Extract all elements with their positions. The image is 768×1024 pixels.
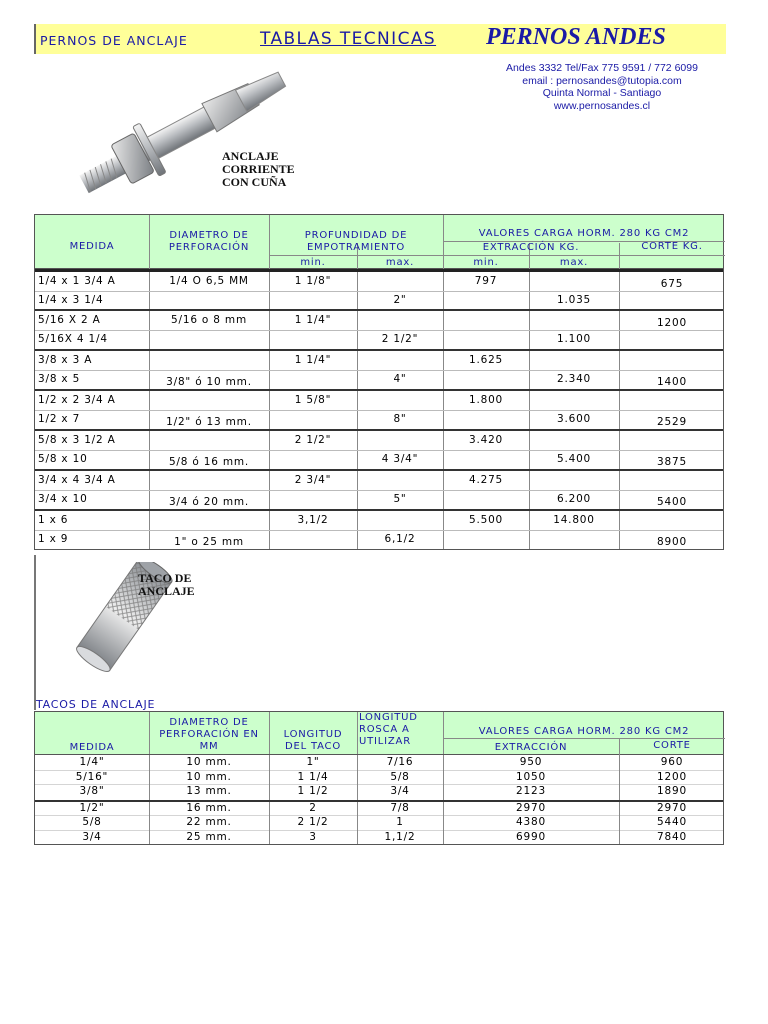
contact-address: Andes 3332 Tel/Fax 775 9591 / 772 6099 [506,62,698,74]
cell-ext-min: 3.420 [468,434,504,446]
table-row [35,802,723,816]
cell-medida: 1/4" [79,756,105,768]
cell-corte: 960 [660,756,684,768]
table-body [34,269,724,550]
row-divider [35,370,723,371]
cell-corte: 675 [660,278,684,290]
header-profundidad-line: EMPOTRAMIENTO [306,242,406,253]
cell-diametro: 3/8" ó 10 mm. [166,376,252,388]
cell-corte: 5400 [657,496,687,508]
cell-rosca: 7/16 [386,756,414,768]
header-corte: CORTE KG. [641,241,703,252]
page-title: TABLAS TECNICAS [260,29,437,49]
table-row-group [35,509,723,549]
header-band [34,24,726,54]
cell-corte: 1400 [657,376,687,388]
table2-title: TACOS DE ANCLAJE [36,698,156,711]
brand-name: PERNOS ANDES [486,24,666,50]
table-row-group [35,349,723,389]
cell-ext-max: 14.800 [553,514,595,526]
cell-prof-max: 4 3/4" [381,453,419,465]
row-divider [35,490,723,491]
row-divider [35,530,723,531]
cell-ext-min: 4.275 [468,474,504,486]
cell-rosca: 1 [396,816,404,828]
cell-medida: 1/2" [79,801,105,814]
t2-header-rosca-line: LONGITUD [359,712,418,723]
table-row-group [35,269,723,309]
cell-medida: 1/2 x 2 3/4 A [38,394,116,406]
cell-longitud: 3 [309,830,317,843]
cell-extraccion: 950 [519,756,543,768]
header-diametro [149,230,269,254]
cell-ext-max: 1.035 [556,294,592,306]
header-emax: max. [559,257,589,268]
cell-prof-min: 1 1/8" [294,275,332,287]
table-row-group [35,309,723,349]
cell-prof-min: 3,1/2 [297,514,329,526]
t2-header-corte: CORTE [653,740,691,751]
table-row-group [35,469,723,509]
cell-corte: 2529 [657,416,687,428]
cell-extraccion: 1050 [516,770,546,783]
table-row-group [35,429,723,469]
table-header [34,214,724,269]
cell-ext-min: 797 [474,275,498,287]
t2-header-valores: VALORES CARGA HORM. 280 KG CM2 [478,726,690,737]
cell-diametro: 1/4 O 6,5 MM [169,275,249,287]
table-row [35,785,723,799]
cell-ext-max: 6.200 [556,493,592,505]
divider [34,555,36,710]
cell-extraccion: 4380 [516,816,546,828]
cell-corte: 2970 [657,801,687,814]
header-profundidad [269,230,443,254]
t2-header-rosca-line: UTILIZAR [359,736,411,747]
cell-corte: 5440 [657,816,687,828]
cell-corte: 7840 [657,830,687,843]
row-divider [35,330,723,331]
t2-header-diametro-line: PERFORACIÓN EN [159,729,259,740]
cell-ext-min: 1.800 [468,394,504,406]
table-row [35,816,723,830]
cell-medida: 1 x 9 [38,533,69,545]
header-medida: MEDIDA [69,241,115,252]
header-extraccion: EXTRACCIÓN KG. [482,242,580,253]
table2-body [34,755,724,845]
cell-prof-max: 5" [393,493,407,505]
contact-email: email : pernosandes@tutopia.com [522,74,682,87]
table-row-group [35,389,723,429]
cell-rosca: 5/8 [390,770,410,783]
cell-diametro: 10 mm. [186,756,232,768]
cell-medida: 3/4 x 10 [38,493,88,505]
cell-diametro: 5/8 ó 16 mm. [168,456,250,468]
cell-medida: 1 x 6 [38,514,69,526]
cell-diametro: 25 mm. [186,830,232,843]
cell-ext-max: 3.600 [556,413,592,425]
anchor-caption-line: ANCLAJE [222,149,279,163]
cell-ext-max: 5.400 [556,453,592,465]
cell-prof-min: 2 1/2" [294,434,332,446]
row-divider [35,291,723,292]
contact-block [486,62,718,116]
cell-prof-max: 2" [393,294,407,306]
cell-longitud: 1" [306,756,320,768]
cell-prof-max: 8" [393,413,407,425]
header-pmax: max. [385,257,415,268]
cell-prof-min: 2 3/4" [294,474,332,486]
cell-ext-max: 2.340 [556,373,592,385]
cell-medida: 5/16" [75,770,109,783]
t2-header-diametro [149,717,269,753]
cell-longitud: 1 1/4 [297,770,329,783]
cell-medida: 3/4 [82,830,102,843]
cell-medida: 1/4 x 3 1/4 [38,294,104,306]
anchor-bolt-table [34,214,724,550]
table-row [35,756,723,770]
cell-ext-min: 1.625 [468,354,504,366]
cell-diametro: 1/2" ó 13 mm. [166,416,252,428]
cell-diametro: 13 mm. [186,785,232,797]
anchor-caption-line: CORRIENTE [222,162,295,176]
cell-corte: 1890 [657,785,687,797]
cell-rosca: 3/4 [390,785,410,797]
contact-city: Quinta Normal - Santiago [542,87,662,99]
cell-prof-min: 1 1/4" [294,354,332,366]
cell-extraccion: 2123 [516,785,546,797]
header-diametro-line: PERFORACIÓN [168,242,250,253]
cell-medida: 5/8 [82,816,102,828]
header-emin: min. [473,257,499,268]
cell-longitud: 1 1/2 [297,785,329,797]
t2-header-diametro-line: MM [199,741,219,752]
row-divider [35,450,723,451]
cell-corte: 8900 [657,536,687,548]
cell-diametro: 5/16 o 8 mm [171,314,247,326]
taco-caption-line: TACO DE [138,571,192,585]
t2-header-longitud-line: LONGITUD [283,729,343,740]
cell-ext-min: 5.500 [468,514,504,526]
section-title: PERNOS DE ANCLAJE [40,33,188,48]
t2-header-longitud-line: DEL TACO [284,741,342,752]
table-row [35,831,723,845]
t2-header-longitud [269,729,357,753]
cell-prof-max: 4" [393,373,407,385]
cell-medida: 1/2 x 7 [38,413,81,425]
t2-header-medida: MEDIDA [69,742,115,753]
cell-corte: 1200 [657,317,687,329]
t2-header-diametro-line: DIAMETRO DE [169,717,249,728]
cell-extraccion: 2970 [516,801,546,814]
header-diametro-line: DIAMETRO DE [169,230,249,241]
cell-medida: 5/8 x 10 [38,453,88,465]
anchor-caption-line: CON CUÑA [222,175,287,189]
header-profundidad-line: PROFUNDIDAD DE [304,230,408,241]
cell-prof-min: 1 1/4" [294,314,332,326]
cell-diametro: 1" o 25 mm [174,536,244,548]
cell-prof-min: 1 5/8" [294,394,332,406]
cell-medida: 3/4 x 4 3/4 A [38,474,116,486]
taco-caption [138,572,195,598]
table-row [35,771,723,785]
cell-ext-max: 1.100 [556,333,592,345]
cell-extraccion: 6990 [516,830,546,843]
cell-medida: 5/8 x 3 1/2 A [38,434,116,446]
row-divider [35,410,723,411]
header-pmin: min. [300,257,326,268]
cell-rosca: 7/8 [390,801,410,814]
table2-header [34,711,724,755]
t2-header-extraccion: EXTRACCIÓN [494,742,568,753]
cell-rosca: 1,1/2 [384,830,416,843]
cell-medida: 5/16 X 2 A [38,314,101,326]
cell-medida: 1/4 x 1 3/4 A [38,275,116,287]
cell-longitud: 2 [309,801,317,814]
cell-corte: 3875 [657,456,687,468]
taco-table [34,711,724,845]
cell-medida: 3/8 x 5 [38,373,81,385]
cell-medida: 3/8" [79,785,105,797]
cell-diametro: 22 mm. [186,816,232,828]
cell-prof-max: 2 1/2" [381,333,419,345]
cell-medida: 5/16X 4 1/4 [38,333,108,345]
cell-prof-max: 6,1/2 [384,533,416,545]
t2-header-rosca-line: ROSCA A [359,724,410,735]
cell-medida: 3/8 x 3 A [38,354,93,366]
cell-diametro: 3/4 ó 20 mm. [168,496,250,508]
cell-longitud: 2 1/2 [297,816,329,828]
t2-header-rosca [357,712,445,748]
cell-corte: 1200 [657,770,687,783]
cell-diametro: 16 mm. [186,801,232,814]
header-valores: VALORES CARGA HORM. 280 KG CM2 [478,228,690,239]
anchor-caption [222,150,295,189]
cell-diametro: 10 mm. [186,770,232,783]
contact-website: www.pernosandes.cl [553,99,651,112]
taco-caption-line: ANCLAJE [138,584,195,598]
